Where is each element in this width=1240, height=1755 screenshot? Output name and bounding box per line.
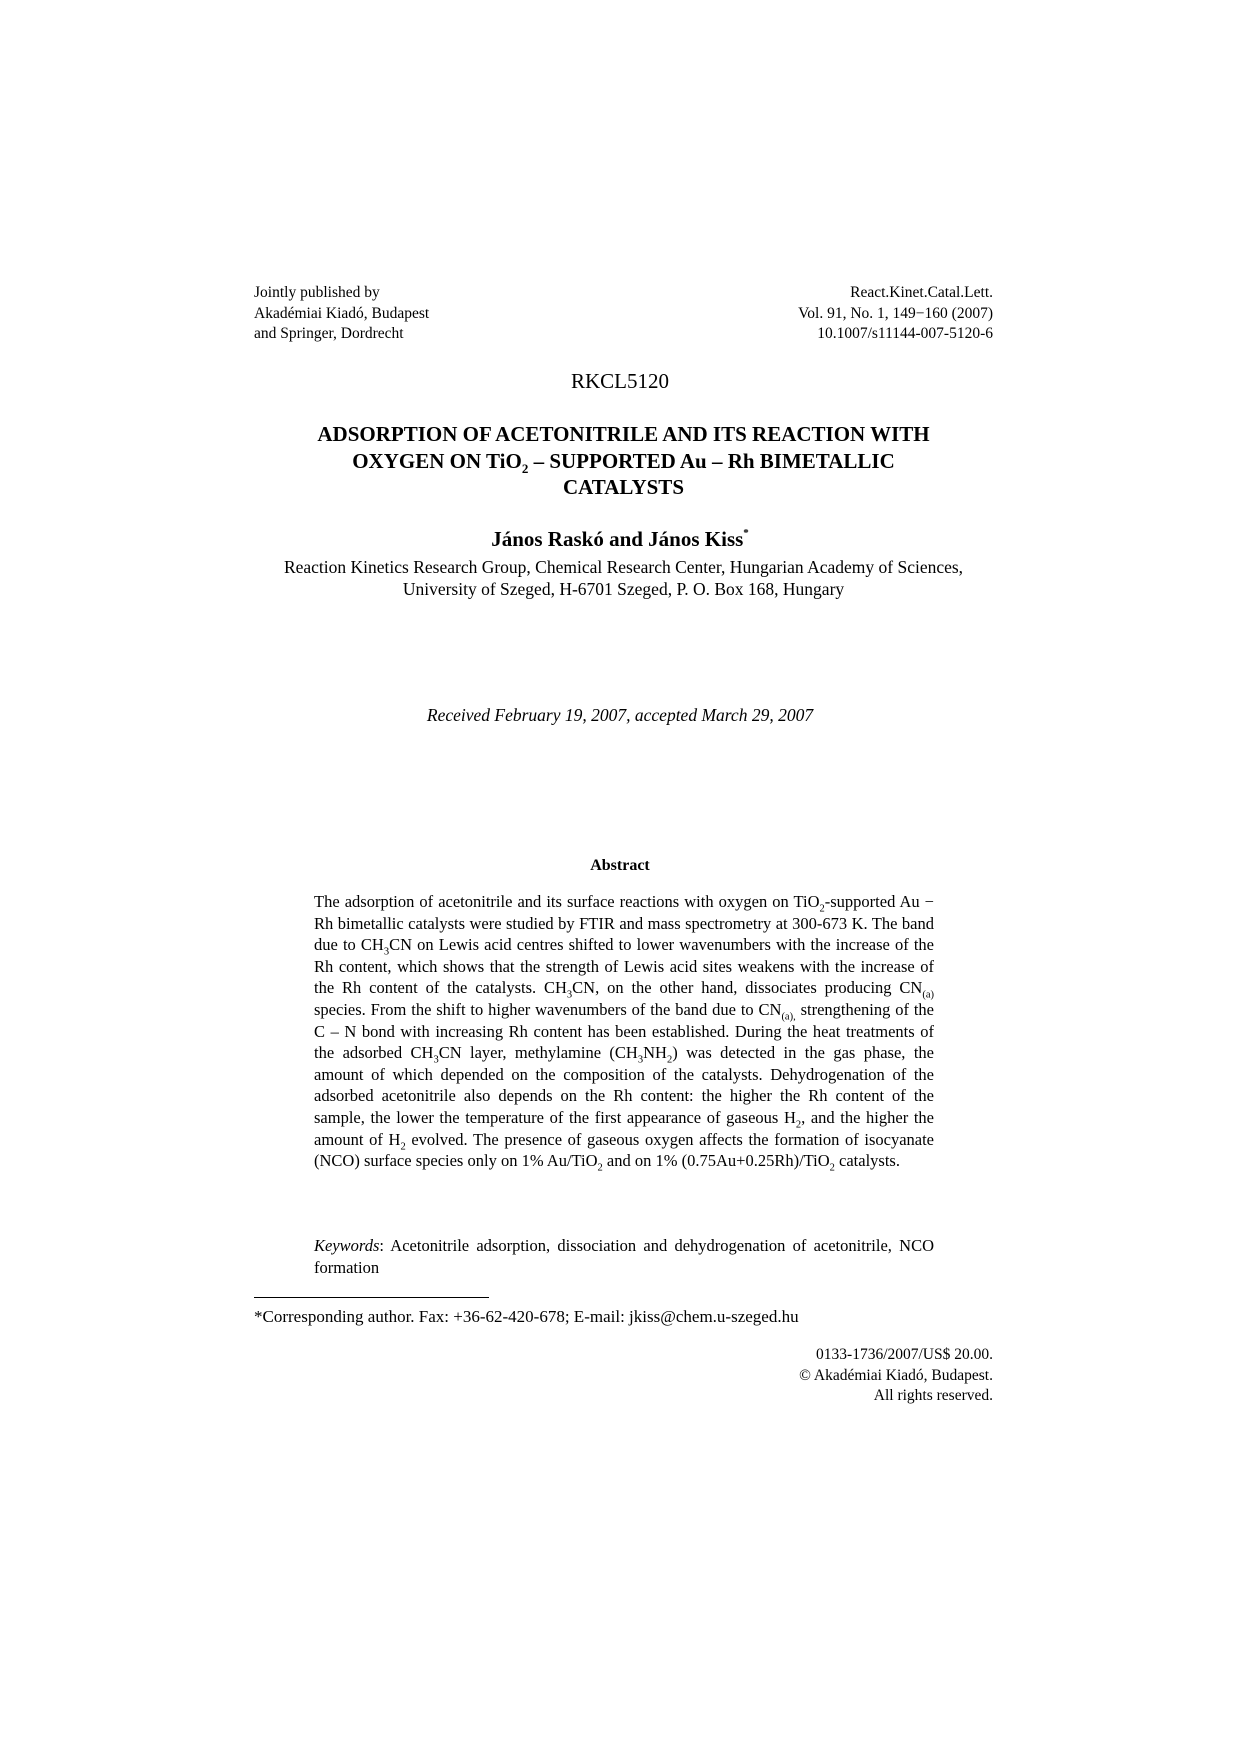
subscript: 2 <box>819 903 825 915</box>
abstract-run: ) was detected in the gas phase, the amount of which depended on the composition of the catalysts. Dehydrogenation of the adsorbed acetonitrile also depends on the Rh content: the higher the Rh content of the sample, the lower the temperature of the first appearance of gaseous H <box>314 1043 934 1127</box>
abstract-run: catalysts. <box>834 1151 900 1171</box>
affiliation-line: University of Szeged, H-6701 Szeged, P. O. Box 168, Hungary <box>402 579 845 599</box>
paper-title <box>254 421 993 501</box>
title-line: ADSORPTION OF ACETONITRILE AND ITS REACTION WITH <box>317 422 930 446</box>
abstract-run: -supported Au − Rh bimetallic catalysts were studied by FTIR and mass spectrometry at 300-673 K. The band due to CH <box>314 892 934 955</box>
subscript: 3 <box>637 1054 644 1066</box>
subscript: 2 <box>795 1119 802 1131</box>
affiliation <box>254 556 993 600</box>
title-line: CATALYSTS <box>563 475 684 499</box>
abstract-run: CN on Lewis acid centres shifted to lower wavenumbers with the increase of the Rh content, which shows that the strength of Lewis acid sites weakens with the increase of the Rh content of the catalysts. CH <box>314 935 934 998</box>
subscript: 3 <box>566 989 573 1001</box>
corresponding-author-footnote: *Corresponding author. Fax: +36-62-420-678; E-mail: jkiss@chem.u-szeged.hu <box>254 1307 799 1326</box>
publisher-line: Jointly published by <box>254 284 380 301</box>
keywords-text: : Acetonitrile adsorption, dissociation and dehydrogenation of acetonitrile, NCO formation <box>314 1236 934 1277</box>
keywords <box>314 1235 934 1278</box>
abstract-run: CN, on the other hand, dissociates producing CN <box>572 978 923 998</box>
subscript: (a) <box>922 989 934 1001</box>
title-line <box>254 448 993 475</box>
abstract-heading: Abstract <box>590 857 650 874</box>
abstract-text <box>314 891 934 1172</box>
article-code: RKCL5120 <box>570 369 669 393</box>
journal-info <box>798 283 993 345</box>
subscript: 3 <box>433 1054 439 1066</box>
copyright-block <box>799 1345 993 1407</box>
journal-line: React.Kinet.Catal.Lett. <box>850 284 993 301</box>
abstract-run: NH <box>643 1043 667 1063</box>
abstract-run: evolved. The presence of gaseous oxygen affects the formation of isocyanate (NCO) surface species only on 1% Au/TiO <box>314 1129 934 1171</box>
title-subscript: 2 <box>521 460 529 476</box>
abstract-run: The adsorption of acetonitrile and its surface reactions with oxygen on TiO <box>314 892 820 911</box>
subscript: 2 <box>666 1054 673 1066</box>
subscript: 2 <box>597 1162 603 1174</box>
publisher-info <box>254 283 429 345</box>
author-names: János Raskó and János Kiss <box>491 527 744 551</box>
subscript: 2 <box>829 1162 835 1174</box>
abstract-run: CN layer, methylamine (CH <box>438 1043 638 1063</box>
subscript: (a), <box>781 1011 796 1023</box>
affiliation-line: Reaction Kinetics Research Group, Chemical Research Center, Hungarian Academy of Sciences, <box>283 557 964 577</box>
authors <box>0 527 1240 552</box>
abstract-run: and on 1% (0.75Au+0.25Rh)/TiO <box>602 1151 830 1171</box>
abstract-run: strengthening of the C – N bond with increasing Rh content has been established. During the heat treatments of the adsorbed CH <box>314 999 934 1063</box>
title-text: – SUPPORTED Au – Rh BIMETALLIC <box>528 448 895 473</box>
received-date: Received February 19, 2007, accepted March 29, 2007 <box>426 705 814 725</box>
journal-line: Vol. 91, No. 1, 149−160 (2007) <box>798 304 993 322</box>
title-text: OXYGEN ON TiO <box>352 448 522 473</box>
subscript: 2 <box>400 1140 406 1152</box>
subscript: 3 <box>383 946 390 958</box>
copyright-line: All rights reserved. <box>873 1387 993 1404</box>
publisher-line: Akadémiai Kiadó, Budapest <box>254 304 430 322</box>
corresponding-mark: * <box>743 527 749 539</box>
keywords-label: Keywords <box>314 1236 380 1255</box>
copyright-line: 0133-1736/2007/US$ 20.00. <box>816 1346 993 1363</box>
journal-doi: 10.1007/s11144-007-5120-6 <box>817 325 993 342</box>
abstract-run: species. From the shift to higher wavenumbers of the band due to CN <box>314 999 782 1019</box>
footnote-divider <box>254 1297 489 1298</box>
publisher-line: and Springer, Dordrecht <box>254 325 404 342</box>
abstract-run: , and the higher the amount of H <box>314 1107 934 1149</box>
copyright-line: © Akadémiai Kiadó, Budapest. <box>799 1366 993 1384</box>
